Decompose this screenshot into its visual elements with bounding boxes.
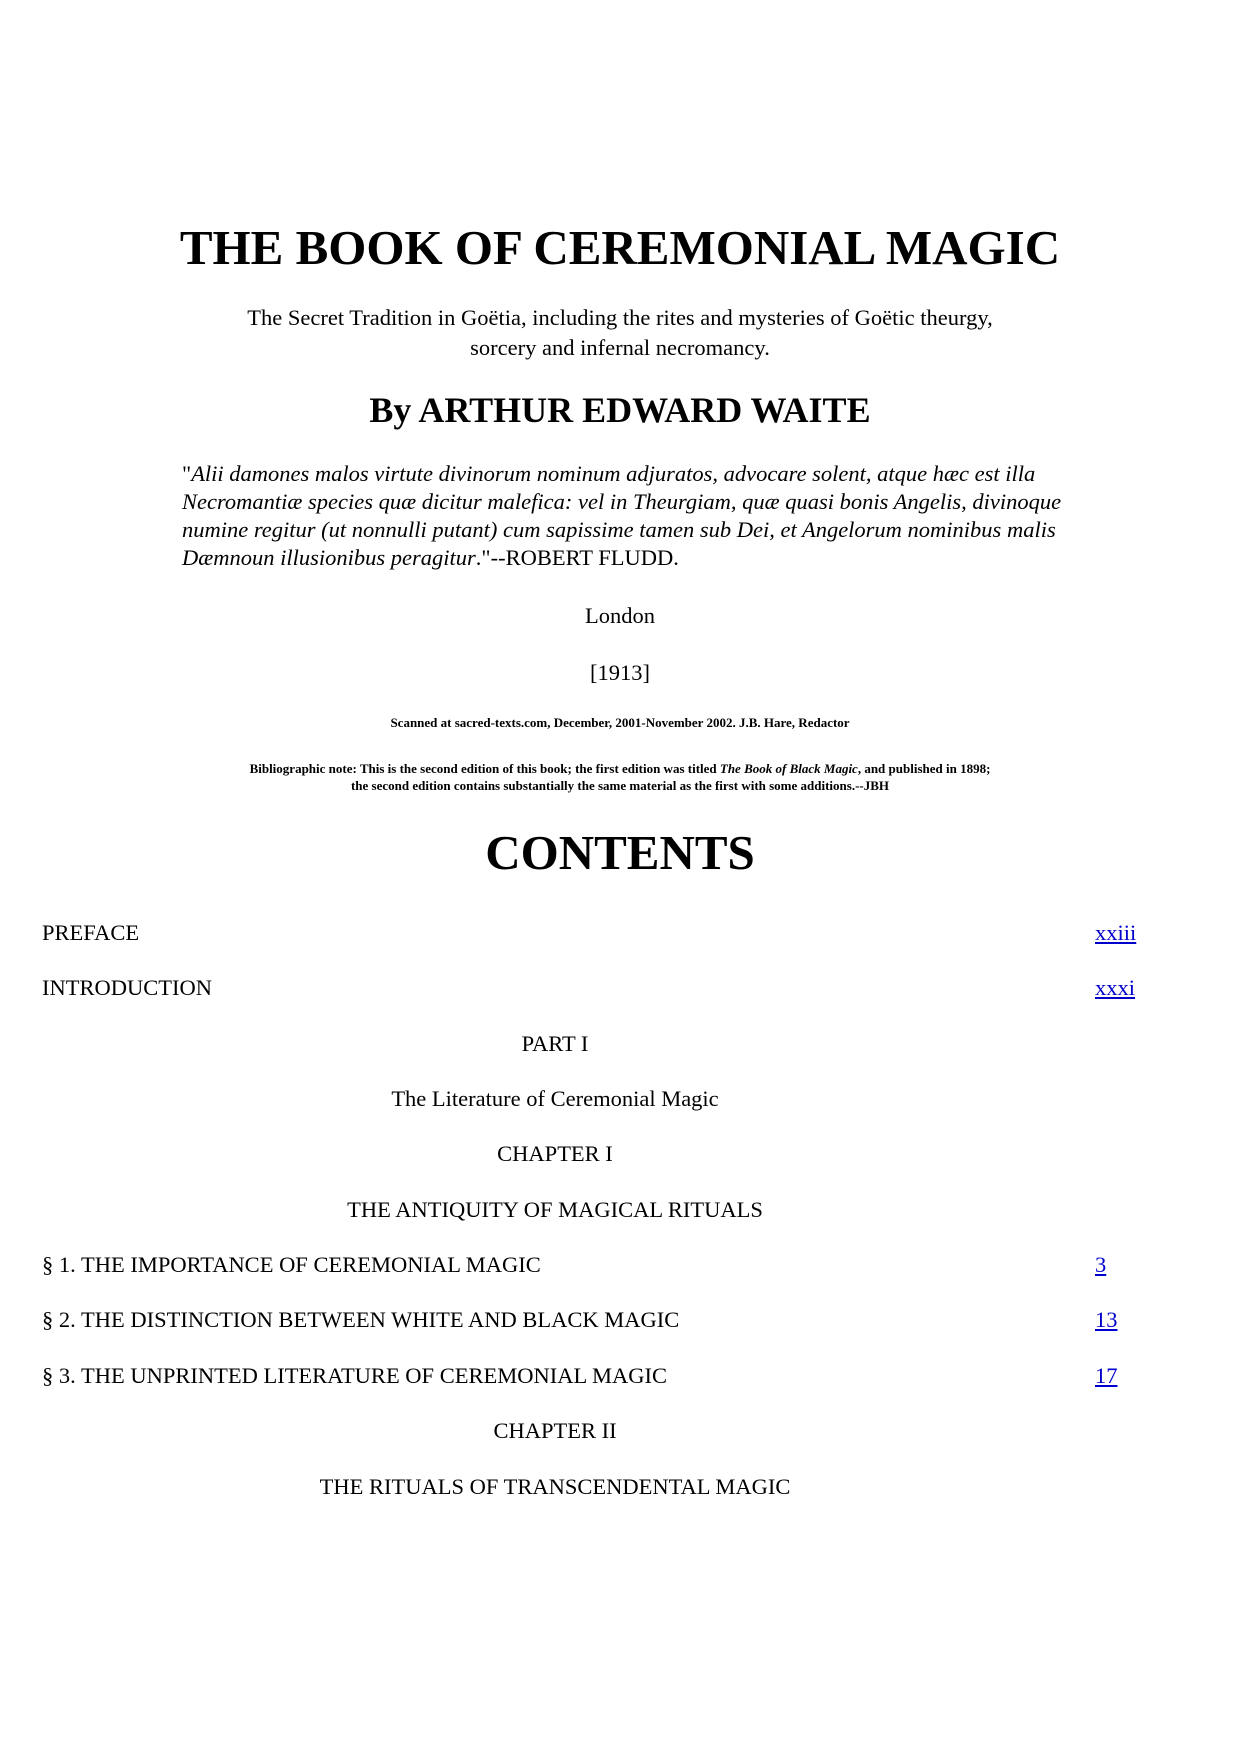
biblio-book-title: The Book of Black Magic xyxy=(719,761,858,776)
toc-page-link[interactable]: xxiii xyxy=(1095,920,1137,945)
book-subtitle xyxy=(0,303,1240,363)
contents-heading: CONTENTS xyxy=(485,825,755,880)
toc-label: § 1. THE IMPORTANCE OF CEREMONIAL MAGIC xyxy=(42,1252,541,1277)
toc-chapter-heading: CHAPTER II xyxy=(493,1418,617,1443)
book-author: By ARTHUR EDWARD WAITE xyxy=(369,390,871,430)
publication-place: London xyxy=(585,603,655,628)
toc-part-heading: PART I xyxy=(521,1031,589,1056)
scan-note: Scanned at sacred-texts.com, December, 2001-November 2002. J.B. Hare, Redactor xyxy=(390,715,850,730)
toc-row-introduction xyxy=(42,972,1142,1004)
toc-row-preface xyxy=(42,917,1142,949)
toc-chapter-title: THE ANTIQUITY OF MAGICAL RITUALS xyxy=(347,1197,763,1222)
biblio-suffix: , and published in 1898; xyxy=(857,761,991,776)
biblio-line-2: the second edition contains substantially the same material as the first with some additions.--JBH xyxy=(350,778,890,793)
book-title: THE BOOK OF CEREMONIAL MAGIC xyxy=(179,220,1061,275)
biblio-prefix: Bibliographic note: This is the second edition of this book; the first edition was titled xyxy=(249,761,720,776)
bibliographic-note xyxy=(0,760,1240,794)
subtitle-line-1: The Secret Tradition in Goëtia, including the rites and mysteries of Goëtic theurgy, xyxy=(247,305,993,330)
biblio-line-1 xyxy=(0,760,1240,777)
toc-page-link[interactable]: 13 xyxy=(1095,1307,1118,1332)
toc-row-section xyxy=(42,1249,1142,1281)
toc-label: § 2. THE DISTINCTION BETWEEN WHITE AND BLACK MAGIC xyxy=(42,1307,680,1332)
subtitle-line-2: sorcery and infernal necromancy. xyxy=(470,335,770,360)
toc-label: PREFACE xyxy=(42,920,140,945)
toc-page-link[interactable]: 17 xyxy=(1095,1363,1118,1388)
quote-text: Alii damones malos virtute divinorum nominum adjuratos, advocare solent, atque hæc est illa Necromantiæ species quæ dicitur malefica: vel in Theurgiam, quæ quasi bonis Angelis, divinoque numine regitur (ut nonnulli putant) cum sapissime tamen sub Dei, et Angelorum nominibus malis Dæmnoun illusionibus peragitur xyxy=(182,461,1062,570)
quote-open-mark: " xyxy=(182,461,192,486)
quote-attribution: ."--ROBERT FLUDD. xyxy=(475,545,679,570)
publication-year: [1913] xyxy=(590,660,650,685)
toc-chapter-heading: CHAPTER I xyxy=(497,1141,613,1166)
toc-row-section xyxy=(42,1304,1142,1336)
toc-label: INTRODUCTION xyxy=(42,975,212,1000)
toc-page-link[interactable]: xxxi xyxy=(1095,975,1136,1000)
epigraph-quote xyxy=(182,460,1062,572)
toc-label: § 3. THE UNPRINTED LITERATURE OF CEREMONIAL MAGIC xyxy=(42,1363,667,1388)
toc-chapter-title: THE RITUALS OF TRANSCENDENTAL MAGIC xyxy=(319,1474,791,1499)
toc-row-section xyxy=(42,1360,1142,1392)
toc-part-title: The Literature of Ceremonial Magic xyxy=(391,1086,719,1111)
toc-page-link[interactable]: 3 xyxy=(1095,1252,1107,1277)
